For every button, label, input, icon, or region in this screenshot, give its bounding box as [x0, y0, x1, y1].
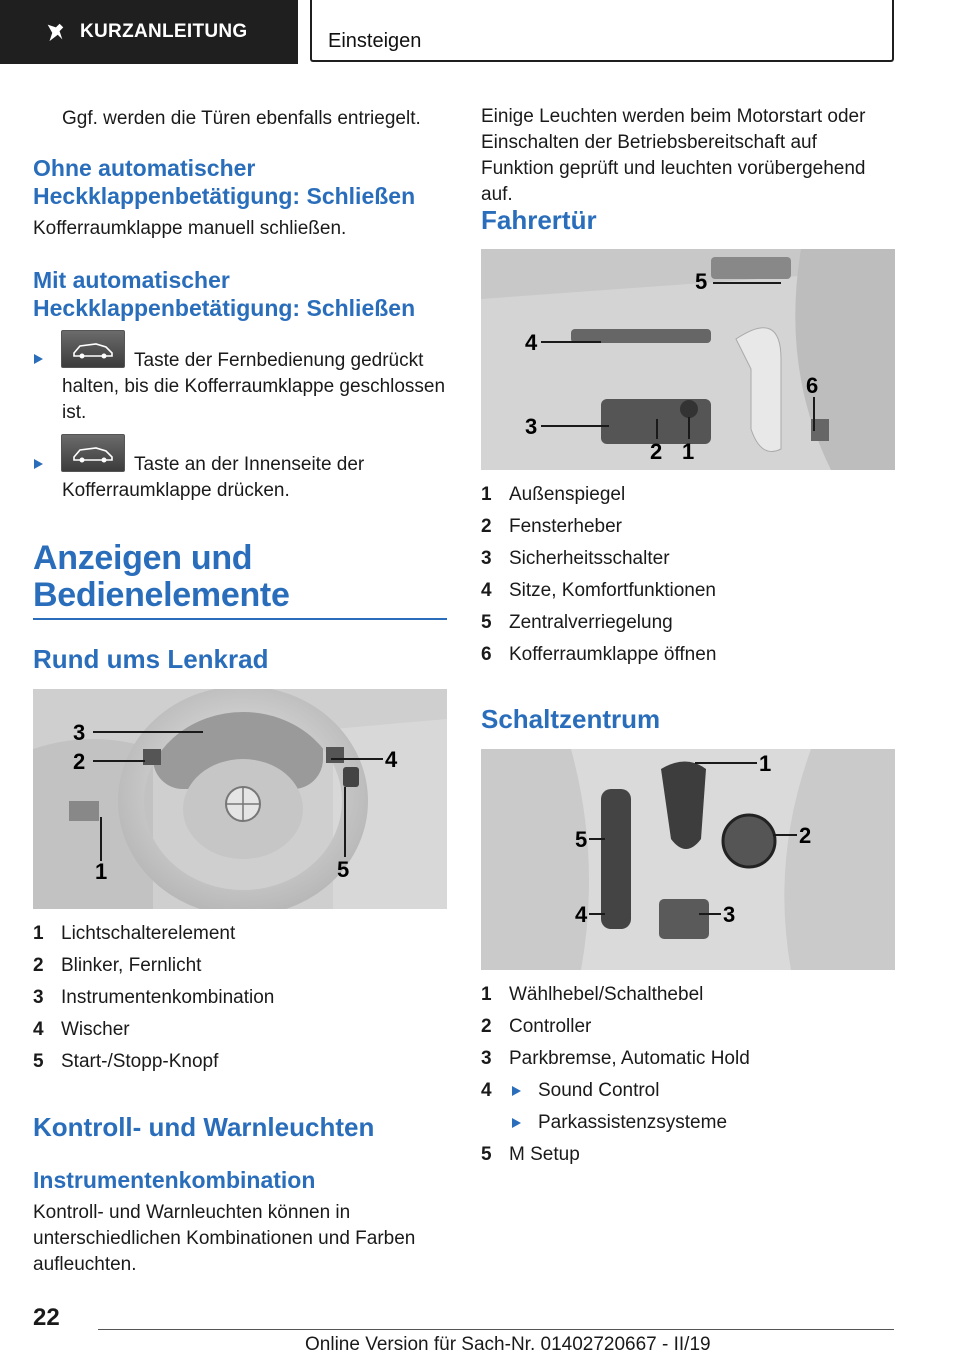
callout-2: 2: [799, 823, 812, 848]
heading-driver-door: Fahrertür: [481, 205, 597, 235]
callout-5: 5: [575, 827, 588, 852]
footer-version: Online Version für Sach-Nr. 01402720667 - II/19: [305, 1334, 711, 1355]
bullet-triangle-icon: [34, 459, 43, 469]
heading-auto-close: Mit automatischer Heckklappenbetätigung: Schließen: [33, 267, 416, 321]
driver-door-image: [481, 249, 895, 470]
heading-warning-lights: Kontroll- und Warnleuchten: [33, 1112, 375, 1142]
callout-3: 3: [73, 720, 86, 745]
callout-1: 1: [759, 751, 772, 776]
instrument-cluster-text: Kontroll- und Warnleuchten können in unterschiedlichen Kombinationen und Farben aufleuchten.: [33, 1202, 416, 1275]
callout-3: 3: [723, 902, 736, 927]
manual-close-text: Kofferraumklappe manuell schließen.: [33, 218, 347, 239]
heading-instrument-cluster: Instrumentenkombination: [33, 1167, 316, 1193]
header-section-label: Einsteigen: [328, 30, 422, 52]
callout-5: 5: [695, 269, 708, 294]
callout-2: 2: [73, 749, 86, 774]
bullet2-text: Taste an der Innenseite der Kofferraumklappe drücken.: [62, 454, 365, 501]
intro-text: Ggf. werden die Türen ebenfalls entriegelt.: [62, 108, 421, 129]
steering-wheel-image: [33, 689, 447, 909]
callout-1: 1: [682, 439, 695, 464]
bullet-triangle-icon: [512, 1118, 521, 1128]
bullet-triangle-icon: [34, 354, 43, 364]
page-number: 22: [33, 1304, 60, 1331]
bullet-triangle-icon: [512, 1086, 521, 1096]
callout-6: 6: [806, 373, 819, 398]
bullet1-text: Taste der Fernbedienung gedrückt halten, bis die Kofferraumklappe geschlossen ist.: [62, 350, 446, 423]
heading-center-console: Schaltzentrum: [481, 704, 661, 734]
footer-divider: [98, 1329, 894, 1330]
center-console-image: [481, 749, 895, 970]
callout-4: 4: [385, 747, 398, 772]
callout-4: 4: [525, 330, 538, 355]
header-tab-label: KURZANLEITUNG: [80, 21, 248, 42]
header-section: [310, 0, 894, 62]
callout-1: 1: [95, 859, 108, 884]
heading-underline: [33, 618, 447, 620]
pin-icon: [44, 21, 66, 43]
callout-4: 4: [575, 902, 588, 927]
right-intro-text: Einige Leuchten werden beim Motorstart oder Einschalten der Betriebsbereitschaft auf Funktion geprüft und leuchten vorübergehend auf.: [481, 106, 866, 205]
callout-5: 5: [337, 857, 350, 882]
heading-displays-controls: Anzeigen und Bedienelemente: [33, 539, 290, 614]
callout-2: 2: [650, 439, 663, 464]
heading-steering-wheel: Rund ums Lenkrad: [33, 644, 269, 674]
header-tab[interactable]: [0, 0, 298, 64]
heading-manual-close: Ohne automatischer Heckklappenbetätigung: Schließen: [33, 155, 416, 209]
callout-3: 3: [525, 414, 538, 439]
